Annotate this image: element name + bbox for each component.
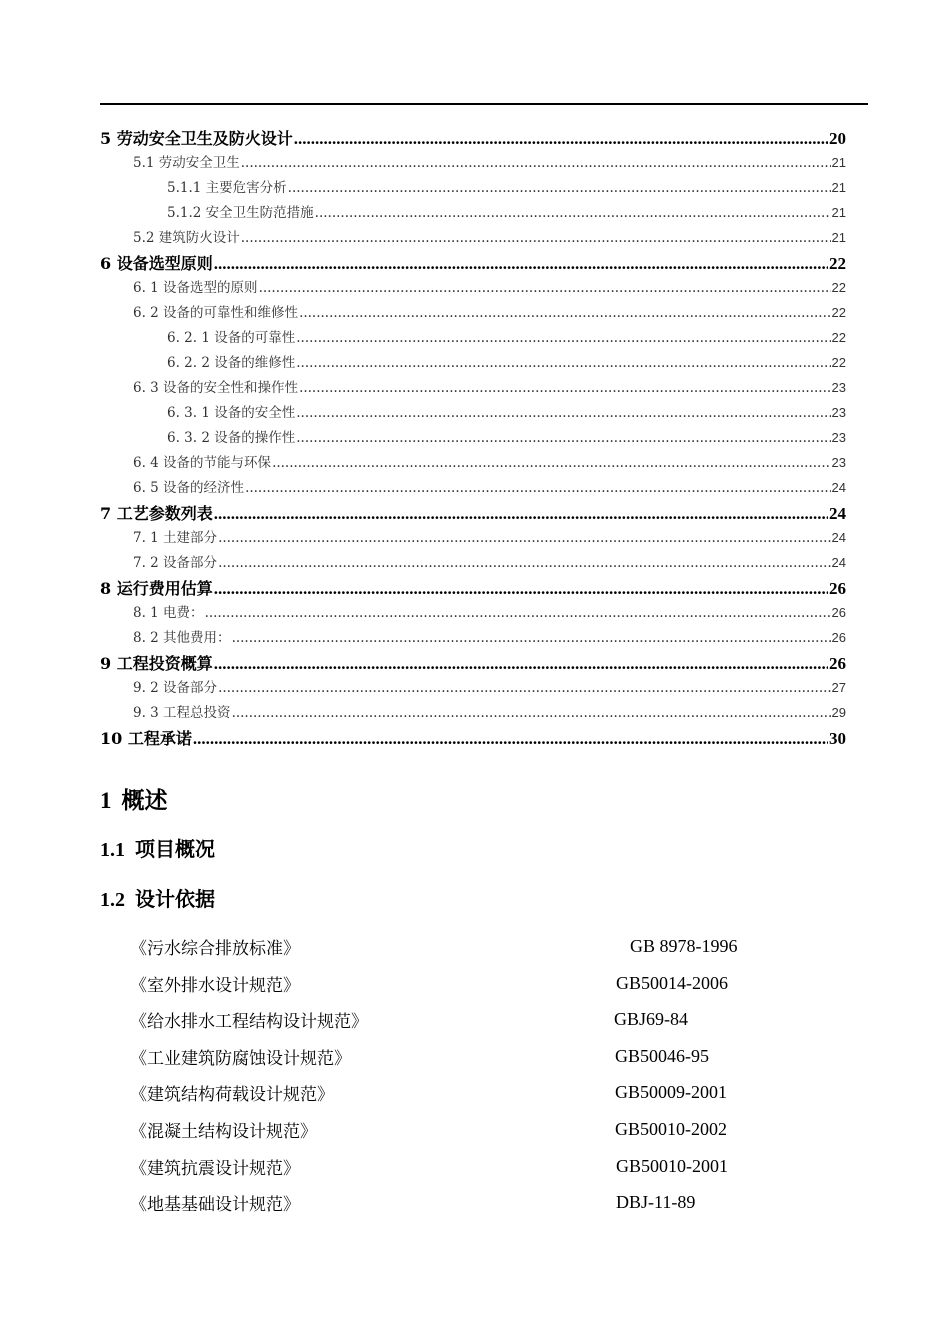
reference-item bbox=[130, 1154, 830, 1191]
reference-item bbox=[130, 1044, 830, 1081]
toc-entry[interactable] bbox=[100, 151, 846, 176]
toc-entry-page: 27 bbox=[831, 680, 846, 695]
toc-entry-title: 8. 2 其他费用： bbox=[133, 630, 231, 646]
toc-entry[interactable] bbox=[100, 226, 846, 251]
toc-leader-dots bbox=[241, 230, 831, 246]
reference-code: GB50010-2002 bbox=[615, 1118, 727, 1139]
toc-entry-page: 26 bbox=[829, 654, 846, 673]
toc-entry-title: 6. 2. 2 设备的维修性 bbox=[167, 355, 296, 371]
toc-leader-dots bbox=[259, 280, 831, 296]
reference-list bbox=[130, 934, 830, 1227]
toc-leader-dots bbox=[218, 680, 830, 696]
toc-entry[interactable] bbox=[100, 176, 846, 201]
reference-name: 《室外排水设计规范》 bbox=[130, 975, 300, 996]
toc-leader-dots bbox=[193, 729, 828, 749]
toc-leader-dots bbox=[218, 555, 830, 571]
toc-entry-page: 23 bbox=[831, 430, 846, 445]
table-of-contents bbox=[100, 126, 846, 751]
toc-entry-title: 7. 2 设备部分 bbox=[133, 555, 218, 571]
heading-1-1: 1.1 项目概况 bbox=[100, 837, 215, 861]
toc-entry[interactable] bbox=[100, 551, 846, 576]
toc-entry-page: 22 bbox=[829, 254, 846, 273]
toc-entry-page: 30 bbox=[829, 729, 846, 748]
toc-entry-title: 6. 3. 2 设备的操作性 bbox=[167, 430, 296, 446]
toc-entry-page: 21 bbox=[831, 180, 846, 195]
toc-entry-page: 24 bbox=[831, 480, 846, 495]
toc-entry[interactable] bbox=[100, 476, 846, 501]
toc-leader-dots bbox=[241, 155, 831, 171]
reference-code: GB50014-2006 bbox=[616, 972, 728, 993]
toc-leader-dots bbox=[296, 355, 830, 371]
toc-entry-title: 8 运行费用估算 bbox=[100, 579, 213, 598]
toc-entry-page: 22 bbox=[831, 330, 846, 345]
heading-1: 1 概述 bbox=[100, 787, 168, 814]
reference-code: GBJ69-84 bbox=[614, 1009, 689, 1030]
reference-item bbox=[130, 1007, 830, 1044]
toc-entry-page: 20 bbox=[829, 129, 846, 148]
toc-entry[interactable] bbox=[100, 201, 846, 226]
toc-entry[interactable] bbox=[100, 351, 846, 376]
toc-entry-title: 9. 3 工程总投资 bbox=[133, 705, 231, 721]
toc-entry-title: 6. 2. 1 设备的可靠性 bbox=[167, 330, 296, 346]
reference-item bbox=[130, 971, 830, 1008]
toc-entry[interactable] bbox=[100, 676, 846, 701]
reference-item bbox=[130, 934, 830, 971]
toc-entry-title: 5.1.1 主要危害分析 bbox=[167, 180, 287, 196]
reference-name: 《给水排水工程结构设计规范》 bbox=[130, 1012, 368, 1033]
toc-leader-dots bbox=[272, 455, 830, 471]
toc-leader-dots bbox=[294, 129, 828, 149]
reference-code: GB 8978-1996 bbox=[630, 936, 738, 956]
toc-entry-page: 21 bbox=[831, 205, 846, 220]
toc-leader-dots bbox=[315, 205, 831, 221]
reference-item bbox=[130, 1190, 830, 1227]
toc-entry-page: 26 bbox=[831, 630, 846, 645]
toc-entry[interactable] bbox=[100, 526, 846, 551]
toc-leader-dots bbox=[214, 504, 828, 524]
reference-item bbox=[130, 1080, 830, 1117]
toc-entry-page: 23 bbox=[831, 455, 846, 470]
toc-entry[interactable] bbox=[100, 501, 846, 526]
reference-name: 《地基基础设计规范》 bbox=[130, 1195, 300, 1216]
toc-entry-title: 10 工程承诺 bbox=[100, 729, 192, 748]
toc-entry[interactable] bbox=[100, 651, 846, 676]
toc-entry[interactable] bbox=[100, 701, 846, 726]
toc-leader-dots bbox=[232, 630, 831, 646]
toc-entry-title: 6. 3. 1 设备的安全性 bbox=[167, 405, 296, 421]
toc-entry-title: 7 工艺参数列表 bbox=[100, 504, 213, 523]
toc-entry[interactable] bbox=[100, 401, 846, 426]
toc-leader-dots bbox=[205, 605, 831, 621]
toc-entry[interactable] bbox=[100, 276, 846, 301]
toc-entry-title: 5.1 劳动安全卫生 bbox=[133, 155, 240, 171]
toc-entry[interactable] bbox=[100, 576, 846, 601]
toc-leader-dots bbox=[299, 380, 830, 396]
toc-entry-page: 24 bbox=[831, 530, 846, 545]
toc-entry-title: 6. 3 设备的安全性和操作性 bbox=[133, 380, 299, 396]
toc-entry-title: 5.2 建筑防火设计 bbox=[133, 230, 240, 246]
toc-entry-title: 5 劳动安全卫生及防火设计 bbox=[100, 129, 293, 148]
toc-entry-page: 22 bbox=[831, 305, 846, 320]
reference-name: 《混凝土结构设计规范》 bbox=[130, 1121, 317, 1142]
toc-leader-dots bbox=[232, 705, 831, 721]
reference-name: 《污水综合排放标准》 bbox=[130, 939, 300, 959]
toc-entry-page: 23 bbox=[831, 405, 846, 420]
reference-name: 《建筑抗震设计规范》 bbox=[130, 1158, 300, 1179]
toc-entry-page: 24 bbox=[831, 555, 846, 570]
toc-entry-page: 22 bbox=[831, 280, 846, 295]
reference-item bbox=[130, 1117, 830, 1154]
toc-entry-page: 21 bbox=[831, 230, 846, 245]
toc-entry-title: 6. 1 设备选型的原则 bbox=[133, 280, 258, 296]
toc-entry[interactable] bbox=[100, 251, 846, 276]
toc-entry-title: 6. 2 设备的可靠性和维修性 bbox=[133, 305, 299, 321]
reference-code: GB50046-95 bbox=[615, 1045, 709, 1066]
toc-entry-page: 26 bbox=[831, 605, 846, 620]
toc-leader-dots bbox=[288, 180, 831, 196]
toc-entry-page: 24 bbox=[829, 504, 846, 523]
toc-entry-title: 9. 2 设备部分 bbox=[133, 680, 218, 696]
toc-leader-dots bbox=[218, 530, 830, 546]
reference-name: 《工业建筑防腐蚀设计规范》 bbox=[130, 1048, 351, 1069]
toc-entry-page: 29 bbox=[831, 705, 846, 720]
toc-leader-dots bbox=[245, 480, 830, 496]
toc-entry-page: 23 bbox=[831, 380, 846, 395]
toc-leader-dots bbox=[214, 579, 828, 599]
toc-leader-dots bbox=[296, 430, 830, 446]
toc-leader-dots bbox=[296, 330, 830, 346]
toc-entry-page: 26 bbox=[829, 579, 846, 598]
toc-leader-dots bbox=[299, 305, 830, 321]
toc-entry-title: 9 工程投资概算 bbox=[100, 654, 213, 673]
toc-entry[interactable] bbox=[100, 426, 846, 451]
toc-entry-title: 7. 1 土建部分 bbox=[133, 530, 218, 546]
reference-code: GB50009-2001 bbox=[615, 1082, 727, 1103]
header-rule bbox=[100, 103, 868, 105]
toc-leader-dots bbox=[214, 254, 828, 274]
toc-entry[interactable] bbox=[100, 301, 846, 326]
toc-entry[interactable] bbox=[100, 626, 846, 651]
toc-leader-dots bbox=[296, 405, 830, 421]
toc-entry[interactable] bbox=[100, 126, 846, 151]
reference-name: 《建筑结构荷载设计规范》 bbox=[130, 1085, 334, 1106]
toc-entry-title: 6. 5 设备的经济性 bbox=[133, 480, 245, 496]
toc-entry[interactable] bbox=[100, 326, 846, 351]
toc-entry-title: 6. 4 设备的节能与环保 bbox=[133, 455, 272, 471]
toc-entry-page: 21 bbox=[831, 155, 846, 170]
toc-entry[interactable] bbox=[100, 376, 846, 401]
toc-leader-dots bbox=[214, 654, 828, 674]
toc-entry[interactable] bbox=[100, 601, 846, 626]
toc-entry[interactable] bbox=[100, 726, 846, 751]
reference-code: GB50010-2001 bbox=[616, 1155, 728, 1176]
heading-1-2: 1.2 设计依据 bbox=[100, 887, 215, 911]
toc-entry-page: 22 bbox=[831, 355, 846, 370]
toc-entry-title: 5.1.2 安全卫生防范措施 bbox=[167, 205, 314, 221]
reference-code: DBJ-11-89 bbox=[616, 1192, 696, 1213]
toc-entry-title: 8. 1 电费： bbox=[133, 605, 204, 621]
toc-entry-title: 6 设备选型原则 bbox=[100, 254, 213, 273]
toc-entry[interactable] bbox=[100, 451, 846, 476]
